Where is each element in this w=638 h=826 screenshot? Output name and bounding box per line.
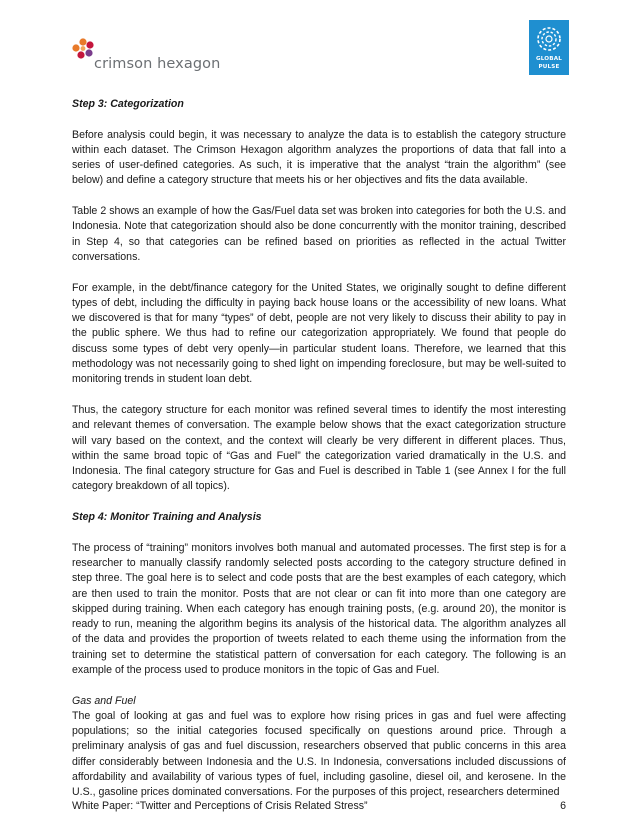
step3-paragraph-4: Thus, the category structure for each monitor was refined several times to identify the most interesting and relevant themes of conversation. The example below shows that the exact categorization structure will vary based on the context, and the context will clearly be very different in different places. Thus, within the same broad topic of “Gas and Fuel” the categorization varied dramatically in the U.S. and Indonesia. The final category structure for Gas and Fuel is described in Table 1 (see Annex I for the full category breakdown of all topics). <box>72 403 566 493</box>
page-number: 6 <box>560 800 566 812</box>
step3-paragraph-2: Table 2 shows an example of how the Gas/Fuel data set was broken into categories for both the U.S. and Indonesia. Note that categorization should also be done concurrently with the monitor training, described in Step 4, so that categories can be refined based on priorities as reflected in the actual Twitter conversations. <box>72 205 566 263</box>
page-footer <box>72 799 566 813</box>
step3-heading: Step 3: Categorization <box>72 98 184 110</box>
step3-paragraph-1: Before analysis could begin, it was necessary to analyze the data is to establish the category structure within each dataset. The Crimson Hexagon algorithm analyzes the proportions of data that fall into a series of user-defined categories. As such, it is imperative that the analyst “train the algorithm” (see below) and define a category structure that meets his or her objectives and fits the data available. <box>72 128 566 187</box>
logo-wordmark: crimson hexagon <box>94 56 221 72</box>
step4-heading: Step 4: Monitor Training and Analysis <box>72 511 262 524</box>
step4-paragraph-1: The process of “training” monitors involves both manual and automated processes. The first step is for a researcher to manually classify randomly selected posts according to the category structure defined in step three. The goal here is to select and code posts that are the best examples of each category, which are then used to train the monitor. Posts that are not clear or can fit into more than one category are skipped during training. When each category has enough training posts, (e.g. around 20), the monitor is ready to run, meaning the algorithm begins its analysis of the historical data. The algorithm analyzes all of the data and provides the proportion of tweets related to each theme using the information from the training set to determine the statistical pattern of conversation for each category. The following is an example of the process used to produce monitors in the topic of Gas and Fuel. <box>72 541 566 676</box>
step3-paragraph-3: For example, in the debt/finance category for the United States, we originally sought to define different types of debt, including the difficulty in paying back house loans or the accessibility of new loans. What we discovered is that for many “types” of debt, people are not very likely to discuss their ability to pay in the public sphere. We thus had to refine our categorization appropriately. We found that people do discuss some types of debt very openly—in particular student loans. Therefore, we learned that this methodology was not necessarily going to shed light on impending foreclosure, but may be well-suited to monitoring trends in student loan debt. <box>72 281 566 386</box>
global-pulse-logo <box>529 20 569 75</box>
document-body <box>72 97 566 816</box>
gas-fuel-subheading: Gas and Fuel <box>72 694 136 707</box>
footer-title: White Paper: “Twitter and Perceptions of Crisis Related Stress” <box>72 800 368 812</box>
crimson-hexagon-logo <box>72 36 222 76</box>
global-pulse-swirl-icon <box>536 26 562 52</box>
gas-fuel-paragraph: The goal of looking at gas and fuel was to explore how rising prices in gas and fuel were affecting populations; so the initial categories focused specifically on questions around price. Through a preliminary analysis of gas and fuel discussion, researchers observed that public concerns in this area differ considerably between Indonesia and the U.S. In Indonesia, conversations included discussions of affordability and availability of various types of fuel, including gasoline, diesel oil, and kerosene. In the U.S., gasoline prices dominated conversations. For the purposes of this project, researchers determined <box>72 709 566 799</box>
global-pulse-text-line1: GLOBAL <box>535 56 563 62</box>
global-pulse-text-line2: PULSE <box>538 64 560 70</box>
